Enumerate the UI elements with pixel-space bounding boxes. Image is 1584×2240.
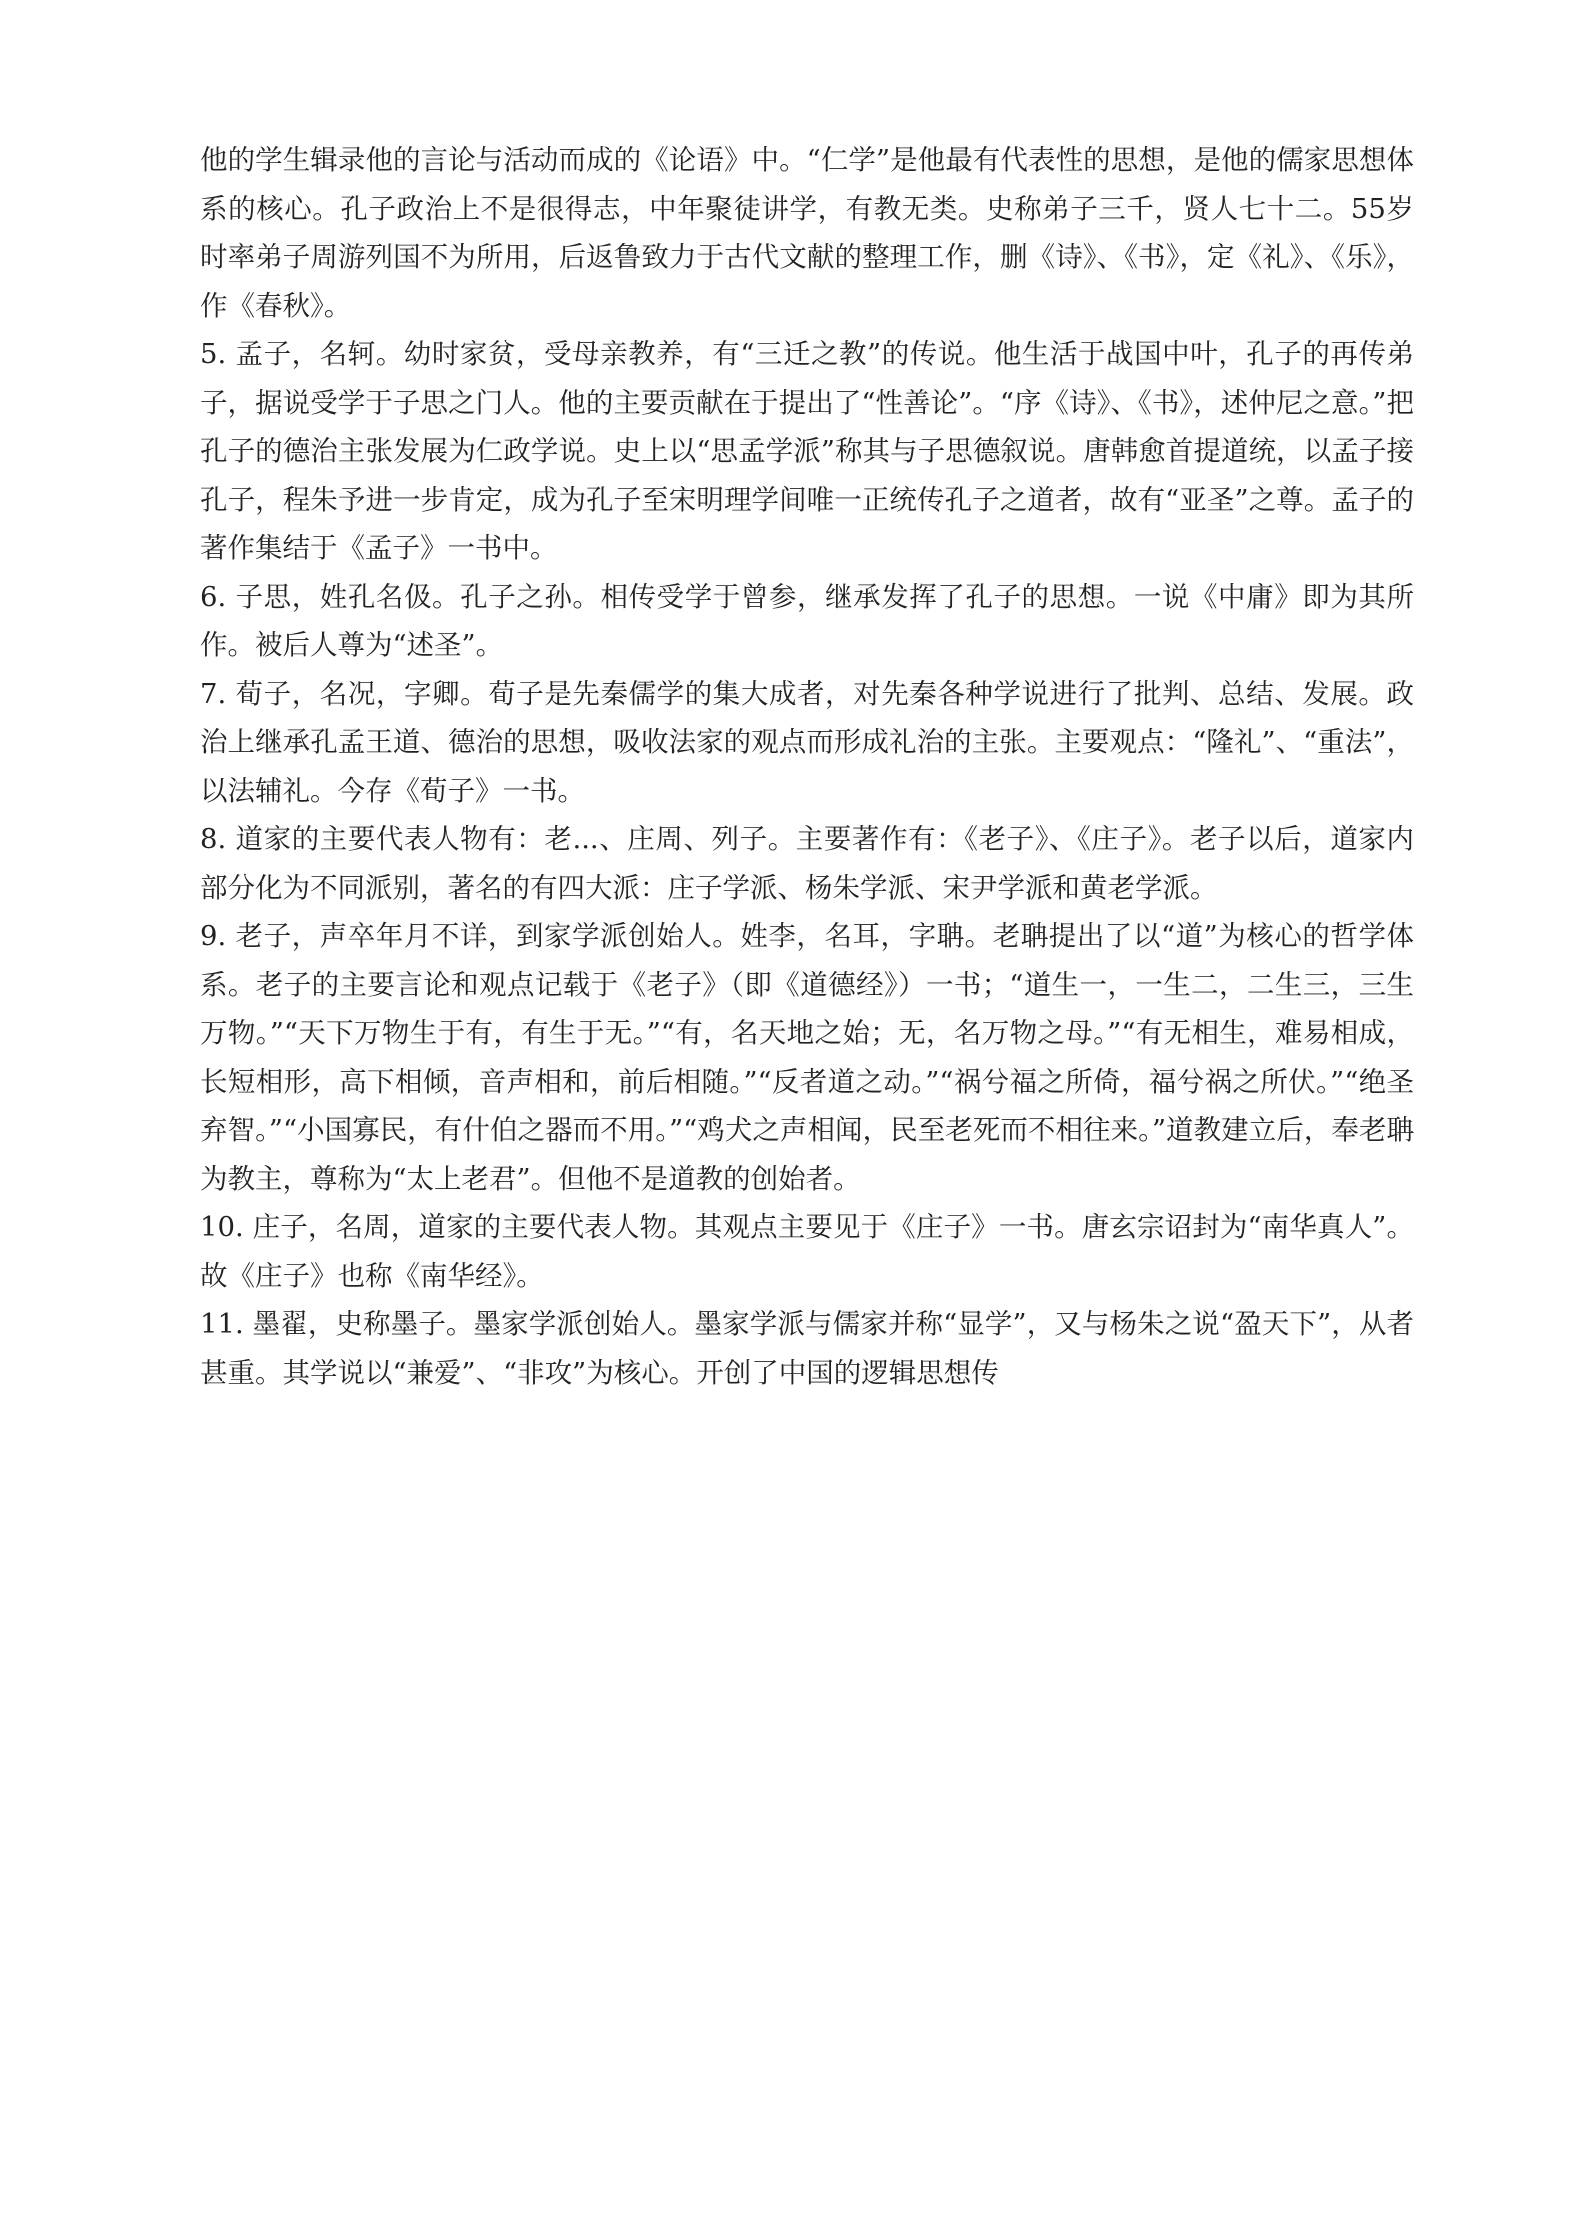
paragraph-mencius: 5. 孟子，名轲。幼时家贫，受母亲教养，有“三迁之教”的传说。他生活于战国中叶，孔子的再传弟子，据说受学于子思之门人。他的主要贡献在于提出了“性善论”。“序《诗》、《书》，述仲尼之意。”把孔子的德治主张发展为仁政学说。史上以“思孟学派”称其与子思德叙说。唐韩愈首提道统，以孟子接孔子，程朱予进一步肯定，成为孔子至宋明理学间唯一正统传孔子之道者，故有“亚圣”之尊。孟子的著作集结于《孟子》一书中。 [200, 338, 1414, 564]
paragraph-daoist-school: 8. 道家的主要代表人物有：老...、庄周、列子。主要著作有：《老子》、《庄子》。老子以后，道家内部分化为不同派别，著名的有四大派：庄子学派、杨朱学派、宋尹学派和黄老学派。 [200, 823, 1414, 904]
paragraph-zhuangzi: 10. 庄子，名周，道家的主要代表人物。其观点主要见于《庄子》一书。唐玄宗诏封为“南华真人”。故《庄子》也称《南华经》。 [200, 1211, 1414, 1292]
paragraph-zisi: 6. 子思，姓孔名伋。孔子之孙。相传受学于曾参，继承发挥了孔子的思想。一说《中庸》即为其所作。被后人尊为“述圣”。 [200, 580, 1414, 661]
document-page [200, 136, 1414, 1397]
paragraph-laozi: 9. 老子，声卒年月不详，到家学派创始人。姓李，名耳，字聃。老聃提出了以“道”为核心的哲学体系。老子的主要言论和观点记载于《老子》（即《道德经》）一书；“道生一，一生二，二生三，三生万物。”“天下万物生于有，有生于无。”“有，名天地之始；无，名万物之母。”“有无相生，难易相成，长短相形，高下相倾，音声相和，前后相随。”“反者道之动。”“祸兮福之所倚，福兮祸之所伏。”“绝圣弃智。”“小国寡民，有什伯之器而不用。”“鸡犬之声相闻，民至老死而不相往来。”道教建立后，奉老聃为教主，尊称为“太上老君”。但他不是道教的创始者。 [200, 920, 1414, 1195]
paragraph-confucius-continued: 他的学生辑录他的言论与活动而成的《论语》中。“仁学”是他最有代表性的思想，是他的儒家思想体系的核心。孔子政治上不是很得志，中年聚徒讲学，有教无类。史称弟子三千，贤人七十二。55岁时率弟子周游列国不为所用，后返鲁致力于古代文献的整理工作，删《诗》、《书》，定《礼》、《乐》，作《春秋》。 [200, 144, 1414, 322]
paragraph-xunzi: 7. 荀子，名况，字卿。荀子是先秦儒学的集大成者，对先秦各种学说进行了批判、总结、发展。政治上继承孔孟王道、德治的思想，吸收法家的观点而形成礼治的主张。主要观点：“隆礼”、“重法”，以法辅礼。今存《荀子》一书。 [200, 677, 1414, 807]
paragraph-mozi: 11. 墨翟，史称墨子。墨家学派创始人。墨家学派与儒家并称“显学”，又与杨朱之说“盈天下”，从者甚重。其学说以“兼爱”、“非攻”为核心。开创了中国的逻辑思想传 [200, 1308, 1414, 1389]
